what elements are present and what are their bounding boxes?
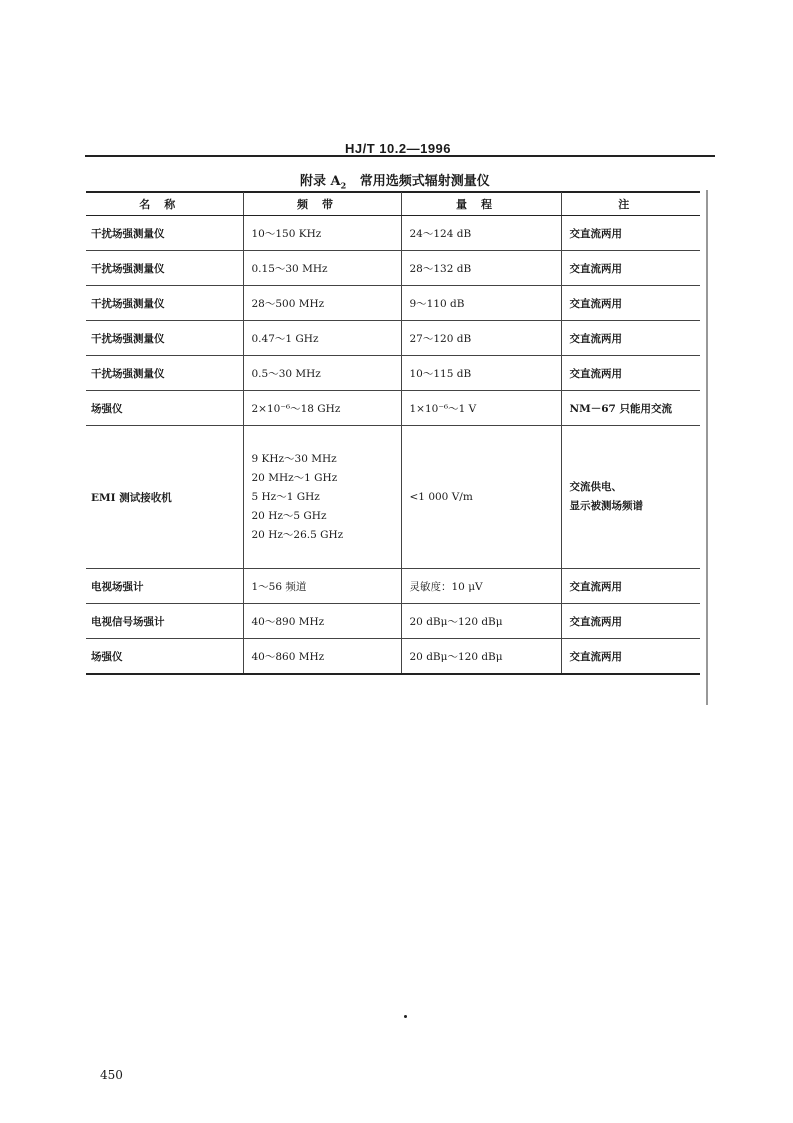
- cell-range: 1×10⁻⁶～1 V: [401, 391, 561, 426]
- standard-header: HJ/T 10.2—1996: [345, 141, 452, 156]
- cell-range: <1 000 V/m: [401, 426, 561, 569]
- table-row: [86, 321, 700, 356]
- table-row: [86, 286, 700, 321]
- cell-range: 28～132 dB: [401, 251, 561, 286]
- cell-range: 27～120 dB: [401, 321, 561, 356]
- cell-note: [561, 426, 700, 569]
- cell-band: 40～890 MHz: [243, 604, 401, 639]
- column-header-note: 注: [561, 192, 700, 216]
- table-title: [300, 170, 490, 191]
- cell-band: 40～860 MHz: [243, 639, 401, 675]
- page-number: 450: [100, 1068, 123, 1082]
- cell-range: 20 dBμ～120 dBμ: [401, 604, 561, 639]
- cell-note: 交直流两用: [561, 216, 700, 251]
- table-row: [86, 391, 700, 426]
- cell-band: 28～500 MHz: [243, 286, 401, 321]
- cell-name: 干扰场强测量仪: [86, 286, 243, 321]
- cell-range: 20 dBμ～120 dBμ: [401, 639, 561, 675]
- cell-band: 0.47～1 GHz: [243, 321, 401, 356]
- column-header-band: 频带: [243, 192, 401, 216]
- cell-band: 0.15～30 MHz: [243, 251, 401, 286]
- header-rule: [85, 155, 715, 157]
- cell-name: 干扰场强测量仪: [86, 321, 243, 356]
- table-row: [86, 426, 700, 569]
- cell-name: 场强仪: [86, 391, 243, 426]
- band-line: 5 Hz～1 GHz: [251, 490, 320, 503]
- column-header-name: 名称: [86, 192, 243, 216]
- table-header-row: [86, 192, 700, 216]
- title-prefix: 附录 A: [300, 174, 341, 189]
- instrument-table: [86, 192, 700, 675]
- title-text: 常用选频式辐射测量仪: [359, 174, 490, 189]
- cell-name: 电视场强计: [86, 569, 243, 604]
- cell-name: 电视信号场强计: [86, 604, 243, 639]
- cell-note: NM－67 只能用交流: [561, 391, 700, 426]
- note-line: 显示被测场频谱: [569, 500, 643, 512]
- cell-range: 9～110 dB: [401, 286, 561, 321]
- cell-note: 交直流两用: [561, 639, 700, 675]
- table-row: [86, 216, 700, 251]
- cell-name: EMI 测试接收机: [86, 426, 243, 569]
- band-line: 9 KHz～30 MHz: [251, 452, 337, 465]
- band-line: 20 Hz～26.5 GHz: [251, 528, 344, 541]
- scan-edge-artifact: [706, 190, 708, 705]
- cell-band: 10～150 KHz: [243, 216, 401, 251]
- cell-note: 交直流两用: [561, 286, 700, 321]
- cell-name: 干扰场强测量仪: [86, 216, 243, 251]
- cell-band: [243, 426, 401, 569]
- cell-range: 24～124 dB: [401, 216, 561, 251]
- band-line: 20 Hz～5 GHz: [251, 509, 327, 522]
- cell-note: 交直流两用: [561, 604, 700, 639]
- scan-speck: [404, 1015, 407, 1018]
- cell-band: 0.5～30 MHz: [243, 356, 401, 391]
- cell-note: 交直流两用: [561, 569, 700, 604]
- table-row: [86, 569, 700, 604]
- cell-note: 交直流两用: [561, 321, 700, 356]
- cell-note: 交直流两用: [561, 356, 700, 391]
- column-header-range: 量程: [401, 192, 561, 216]
- table-row: [86, 604, 700, 639]
- cell-range: 灵敏度：10 μV: [401, 569, 561, 604]
- cell-note: 交直流两用: [561, 251, 700, 286]
- cell-name: 场强仪: [86, 639, 243, 675]
- note-line: 交流供电、: [569, 481, 622, 493]
- table-row: [86, 356, 700, 391]
- cell-band: 2×10⁻⁶～18 GHz: [243, 391, 401, 426]
- cell-name: 干扰场强测量仪: [86, 356, 243, 391]
- cell-range: 10～115 dB: [401, 356, 561, 391]
- cell-band: 1～56 频道: [243, 569, 401, 604]
- table-row: [86, 639, 700, 675]
- band-line: 20 MHz～1 GHz: [251, 471, 338, 484]
- cell-name: 干扰场强测量仪: [86, 251, 243, 286]
- title-subscript: 2: [340, 180, 347, 191]
- table-row: [86, 251, 700, 286]
